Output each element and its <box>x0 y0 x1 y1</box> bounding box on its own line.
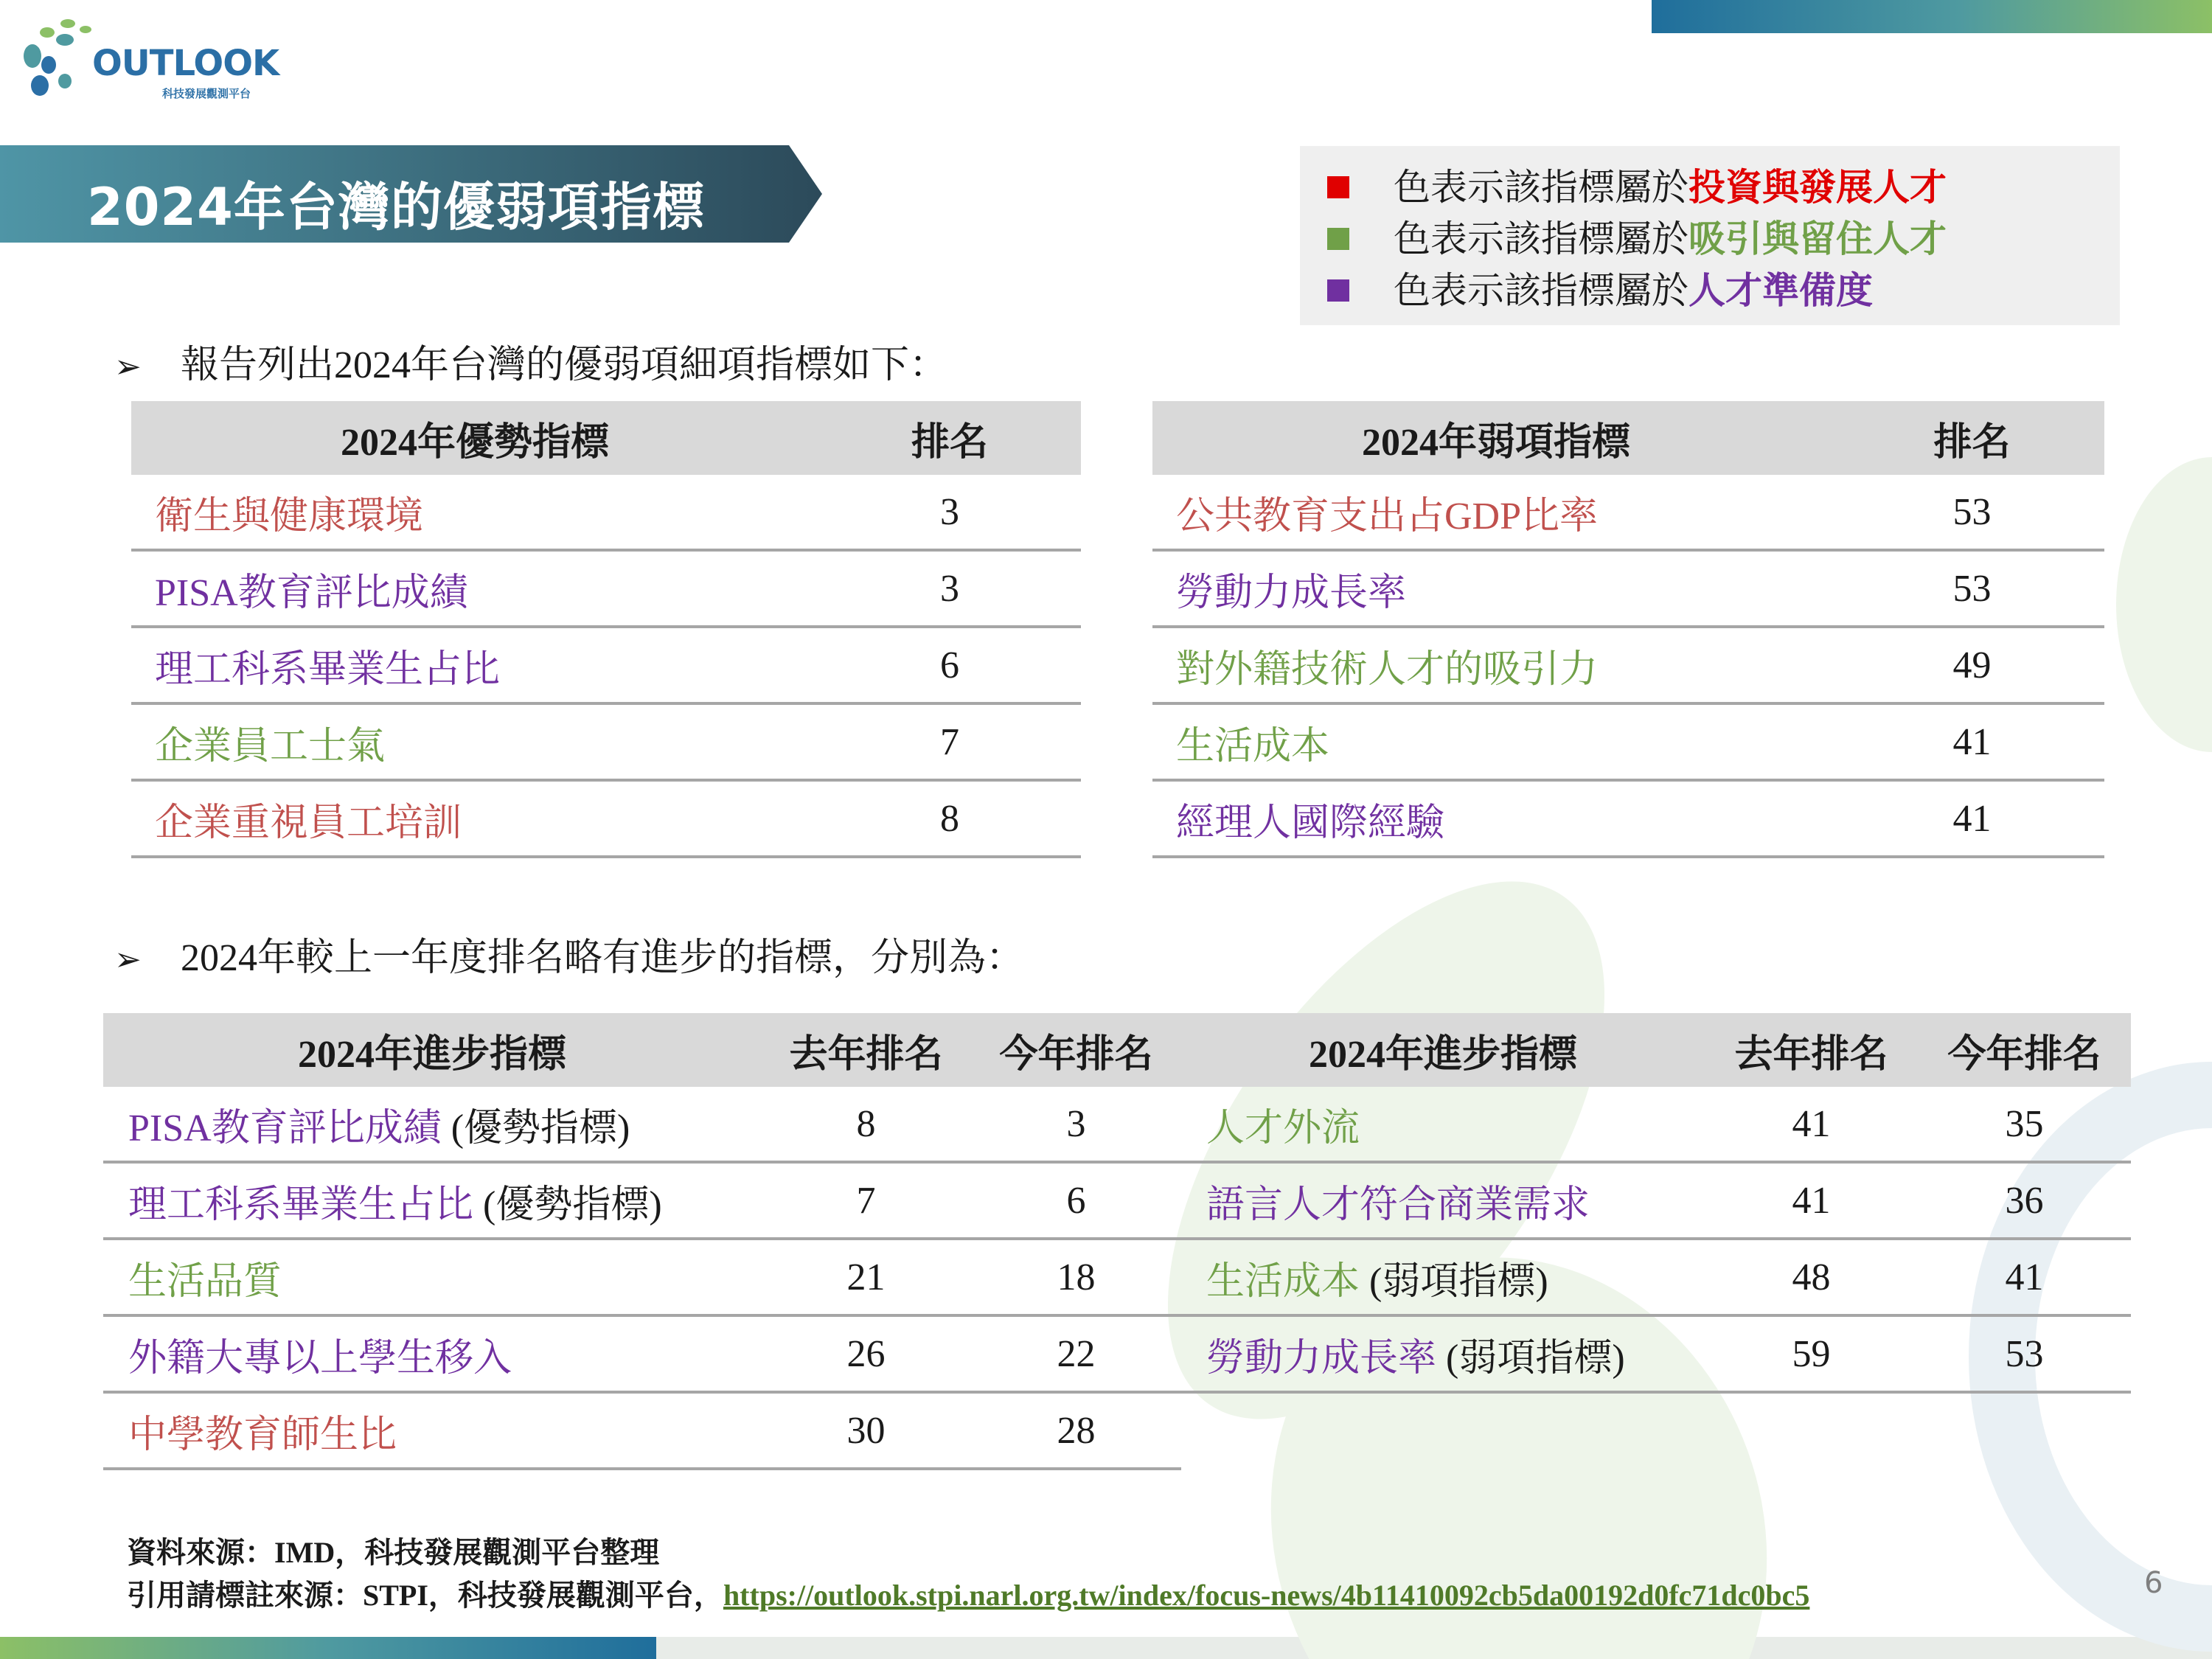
bullet-progress: ➢ 2024年較上一年度排名略有進步的指標，分別為： <box>114 937 1025 979</box>
indicator-cell <box>1181 1239 1705 1315</box>
this-year-rank: 3 <box>971 1087 1181 1162</box>
citation-note: 引用請標註來源：STPI，科技發展觀測平台，https://outlook.stpi.narl.org.tw/index/focus-news/4b11410092cb5da00192d0fc71dc0bc5 <box>127 1579 1810 1612</box>
legend-item-appeal: 色表示該指標屬於吸引與留住人才 <box>1327 209 1947 262</box>
indicator-name: 人才外流 <box>1206 1107 1360 1150</box>
column-header-rank: 排名 <box>1840 401 2104 475</box>
arrow-bullet-icon: ➢ <box>114 941 142 978</box>
rank-value: 41 <box>1840 703 2104 780</box>
indicator-name: 外籍大專以上學生移入 <box>128 1337 512 1380</box>
table-row <box>103 1162 1181 1239</box>
rank-value: 3 <box>818 475 1081 550</box>
table-row <box>1181 1162 2131 1239</box>
this-year-rank: 41 <box>1918 1239 2131 1315</box>
indicator-name: 對外籍技術人才的吸引力 <box>1152 627 1840 703</box>
column-header-indicator: 2024年弱項指標 <box>1152 401 1840 475</box>
column-header-indicator: 2024年進步指標 <box>1181 1013 1705 1087</box>
indicator-name: 勞動力成長率 <box>1152 550 1840 627</box>
table-row <box>131 475 1081 550</box>
indicator-name: 生活成本 <box>1206 1260 1360 1303</box>
table-row <box>103 1315 1181 1392</box>
table-header-row <box>131 401 1081 475</box>
indicator-name: 中學教育師生比 <box>128 1413 397 1456</box>
last-year-rank: 59 <box>1705 1315 1918 1392</box>
table-row <box>1152 627 2104 703</box>
logo-subtitle: 科技發展觀測平台 <box>162 87 251 100</box>
table-row <box>131 550 1081 627</box>
page-title: 2024年台灣的優弱項指標 <box>87 177 705 237</box>
indicator-cell <box>1181 1162 1705 1239</box>
table-row <box>1181 1315 2131 1392</box>
indicator-cell <box>1181 1315 1705 1392</box>
top-accent-bar <box>1652 0 2212 33</box>
column-header-indicator: 2024年優勢指標 <box>131 401 818 475</box>
last-year-rank: 8 <box>761 1087 971 1162</box>
indicator-name: PISA教育評比成績 <box>131 550 818 627</box>
table-row <box>1152 703 2104 780</box>
purple-square-icon <box>1327 279 1349 302</box>
indicator-cell <box>103 1239 761 1315</box>
rank-value: 3 <box>818 550 1081 627</box>
indicator-name: 生活成本 <box>1152 703 1840 780</box>
data-source-note: 資料來源：IMD，科技發展觀測平台整理 <box>127 1536 660 1569</box>
table-row <box>131 703 1081 780</box>
legend-item-investment: 色表示該指標屬於投資與發展人才 <box>1327 158 1947 211</box>
indicator-name: 公共教育支出占GDP比率 <box>1152 475 1840 550</box>
last-year-rank: 26 <box>761 1315 971 1392</box>
column-header-indicator: 2024年進步指標 <box>103 1013 761 1087</box>
bullet-strengths-weaknesses: ➢ 報告列出2024年台灣的優弱項細項指標如下： <box>114 344 948 386</box>
indicator-name: PISA教育評比成績 <box>128 1107 442 1150</box>
this-year-rank: 28 <box>971 1392 1181 1469</box>
rank-value: 53 <box>1840 550 2104 627</box>
indicator-cell <box>103 1392 761 1469</box>
table-row <box>1152 780 2104 857</box>
indicator-cell <box>103 1087 761 1162</box>
table-header-row <box>1152 401 2104 475</box>
rank-value: 53 <box>1840 475 2104 550</box>
last-year-rank: 30 <box>761 1392 971 1469</box>
indicator-tag: (優勢指標) <box>473 1183 662 1226</box>
table-row <box>1181 1087 2131 1162</box>
last-year-rank: 7 <box>761 1162 971 1239</box>
rank-value: 7 <box>818 703 1081 780</box>
indicator-name: 語言人才符合商業需求 <box>1206 1183 1590 1226</box>
table-row <box>1181 1239 2131 1315</box>
table-row <box>103 1239 1181 1315</box>
indicator-name: 勞動力成長率 <box>1206 1337 1437 1380</box>
this-year-rank: 22 <box>971 1315 1181 1392</box>
green-square-icon <box>1327 228 1349 250</box>
progress-table-right <box>1181 1013 2131 1394</box>
page-number: 6 <box>2144 1566 2163 1600</box>
rank-value: 41 <box>1840 780 2104 857</box>
table-row <box>131 627 1081 703</box>
color-legend <box>1300 146 2120 325</box>
table-row <box>131 780 1081 857</box>
indicator-tag: (弱項指標) <box>1436 1337 1625 1380</box>
this-year-rank: 53 <box>1918 1315 2131 1392</box>
table-header-row <box>1181 1013 2131 1087</box>
bottom-accent-bar <box>0 1637 656 1659</box>
column-header-rank: 排名 <box>818 401 1081 475</box>
this-year-rank: 36 <box>1918 1162 2131 1239</box>
logo-wordmark: OUTLOOK <box>92 43 279 84</box>
indicator-name: 企業重視員工培訓 <box>131 780 818 857</box>
indicator-name: 經理人國際經驗 <box>1152 780 1840 857</box>
table-header-row <box>103 1013 1181 1087</box>
indicator-name: 理工科系畢業生占比 <box>128 1183 474 1226</box>
progress-table-left <box>103 1013 1181 1470</box>
column-header-this-rank: 今年排名 <box>971 1013 1181 1087</box>
column-header-last-rank: 去年排名 <box>1705 1013 1918 1087</box>
last-year-rank: 41 <box>1705 1162 1918 1239</box>
indicator-name: 企業員工士氣 <box>131 703 818 780</box>
source-link[interactable]: https://outlook.stpi.narl.org.tw/index/focus-news/4b11410092cb5da00192d0fc71dc0bc5 <box>723 1579 1810 1612</box>
table-row <box>103 1392 1181 1469</box>
last-year-rank: 48 <box>1705 1239 1918 1315</box>
column-header-this-rank: 今年排名 <box>1918 1013 2131 1087</box>
indicator-name: 理工科系畢業生占比 <box>131 627 818 703</box>
rank-value: 8 <box>818 780 1081 857</box>
rank-value: 6 <box>818 627 1081 703</box>
last-year-rank: 41 <box>1705 1087 1918 1162</box>
strengths-table <box>131 401 1081 858</box>
title-banner <box>0 145 822 243</box>
indicator-tag: (優勢指標) <box>441 1107 630 1150</box>
indicator-cell <box>1181 1087 1705 1162</box>
this-year-rank: 35 <box>1918 1087 2131 1162</box>
weaknesses-table <box>1152 401 2104 858</box>
indicator-cell <box>103 1315 761 1392</box>
arrow-bullet-icon: ➢ <box>114 348 142 386</box>
logo-dots-icon <box>22 13 96 102</box>
last-year-rank: 21 <box>761 1239 971 1315</box>
this-year-rank: 6 <box>971 1162 1181 1239</box>
rank-value: 49 <box>1840 627 2104 703</box>
indicator-name: 衛生與健康環境 <box>131 475 818 550</box>
red-square-icon <box>1327 176 1349 198</box>
this-year-rank: 18 <box>971 1239 1181 1315</box>
legend-item-readiness: 色表示該指標屬於人才準備度 <box>1327 261 1873 314</box>
outlook-logo <box>22 13 279 102</box>
indicator-cell <box>103 1162 761 1239</box>
table-row <box>1152 550 2104 627</box>
column-header-last-rank: 去年排名 <box>761 1013 971 1087</box>
bg-leaf-shape <box>2116 457 2212 752</box>
table-row <box>103 1087 1181 1162</box>
table-row <box>1152 475 2104 550</box>
indicator-tag: (弱項指標) <box>1360 1260 1548 1303</box>
indicator-name: 生活品質 <box>128 1260 282 1303</box>
